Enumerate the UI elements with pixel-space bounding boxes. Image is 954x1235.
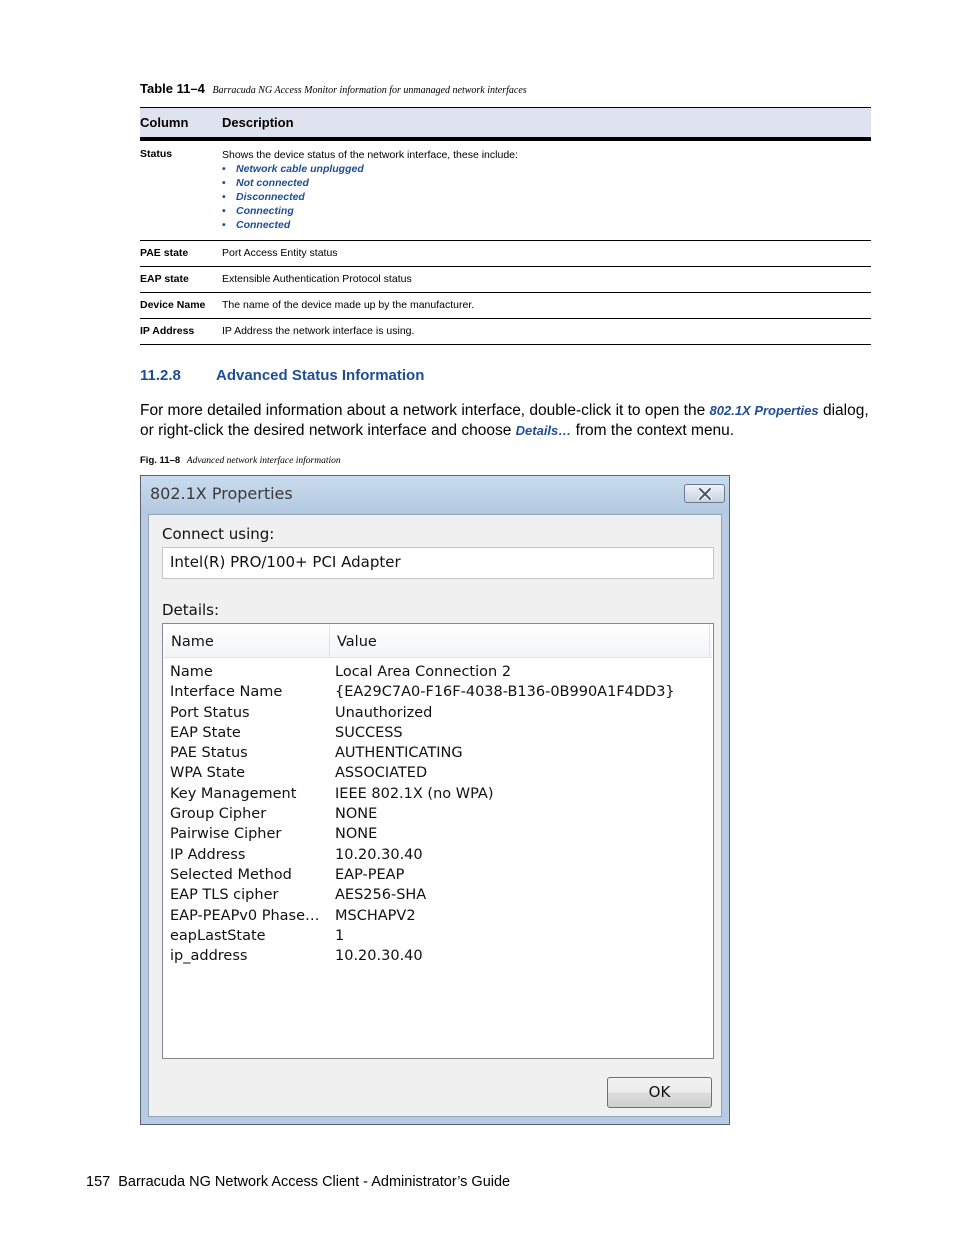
details-label: Details: [162,601,220,619]
row-description: IP Address the network interface is using. [222,319,871,345]
list-item[interactable]: Key Management IEEE 802.1X (no WPA) [170,785,494,802]
ui-term-802-1x-properties: 802.1X Properties [709,403,819,418]
interface-info-table [140,107,871,345]
row-description: Port Access Entity status [222,241,871,267]
close-x-icon [697,488,713,500]
list-item: • Connected [222,219,291,231]
body-paragraph: For more detailed information about a network interface, double-click it to open the 802.1X Properties dialog, or right-click the desired network interface and choose Details… from the context menu. [140,402,869,439]
list-header [164,625,712,658]
list-item: • Network cable unplugged [222,163,364,175]
column-divider[interactable] [709,625,710,657]
column-header-column: Column [140,108,222,140]
figure-number: Fig. 11–8 [140,455,181,466]
page-footer [86,1174,510,1190]
row-name: Status [140,139,222,241]
column-header-value[interactable]: Value [337,634,377,650]
adapter-field[interactable] [162,547,714,579]
footer-title: Barracuda NG Network Access Client - Administrator’s Guide [118,1174,511,1190]
table-row [140,267,871,293]
ok-button[interactable]: OK [607,1077,712,1108]
row-description: The name of the device made up by the manufacturer. [222,293,871,319]
table-title: Barracuda NG Access Monitor information for unmanaged network interfaces [212,85,527,96]
table-row [140,293,871,319]
list-item[interactable]: EAP TLS cipher AES256-SHA [170,887,427,904]
list-item[interactable]: WPA State ASSOCIATED [170,765,428,782]
column-header-description: Description [222,108,871,140]
page-number: 157 [86,1174,111,1190]
details-list[interactable] [162,623,714,1059]
row-name: PAE state [140,241,222,267]
list-item[interactable]: PAE Status AUTHENTICATING [170,745,463,762]
row-description [222,139,871,241]
dialog-titlebar [141,476,729,514]
list-item[interactable]: EAP State SUCCESS [170,724,403,741]
row-name: EAP state [140,267,222,293]
table-row [140,241,871,267]
section-number: 11.2.8 [140,367,181,384]
dialog-client-area [148,514,722,1117]
dialog-title: 802.1X Properties [150,484,293,503]
table-row [140,319,871,345]
status-description: Shows the device status of the network interface, these include: [222,149,518,161]
list-item: • Not connected [222,177,309,189]
list-item[interactable]: ip_address 10.20.30.40 [170,948,423,965]
list-item[interactable]: EAP-PEAPv0 Phase… MSCHAPV2 [170,907,416,924]
list-item: • Connecting [222,205,294,217]
section-title: Advanced Status Information [216,367,425,384]
list-item[interactable]: Port Status Unauthorized [170,704,433,721]
adapter-name: Intel(R) PRO/100+ PCI Adapter [170,553,401,571]
list-item[interactable]: IP Address 10.20.30.40 [170,846,423,863]
list-item[interactable]: Group Cipher NONE [170,806,378,823]
list-item[interactable]: eapLastState 1 [170,927,345,944]
column-divider[interactable] [329,625,330,657]
details-rows [163,664,713,968]
table-row [140,139,871,241]
connect-using-label: Connect using: [162,525,275,543]
column-header-name[interactable]: Name [171,634,214,650]
row-description: Extensible Authentication Protocol status [222,267,871,293]
list-item[interactable]: Name Local Area Connection 2 [170,664,512,680]
list-item[interactable]: Interface Name {EA29C7A0-F16F-4038-B136-0B990A1F4DD3} [170,684,675,701]
list-item[interactable]: Selected Method EAP-PEAP [170,866,405,883]
close-button[interactable] [684,484,725,503]
status-list [222,162,871,232]
list-item[interactable]: Pairwise Cipher NONE [170,826,378,843]
row-name: Device Name [140,293,222,319]
table-caption [140,81,527,96]
figure-caption [140,455,341,466]
ui-term-details: Details… [515,422,572,438]
table-number: Table 11–4 [140,81,205,96]
row-name: IP Address [140,319,222,345]
figure-title: Advanced network interface information [186,456,341,466]
list-item: • Disconnected [222,191,305,203]
properties-dialog [140,475,730,1125]
